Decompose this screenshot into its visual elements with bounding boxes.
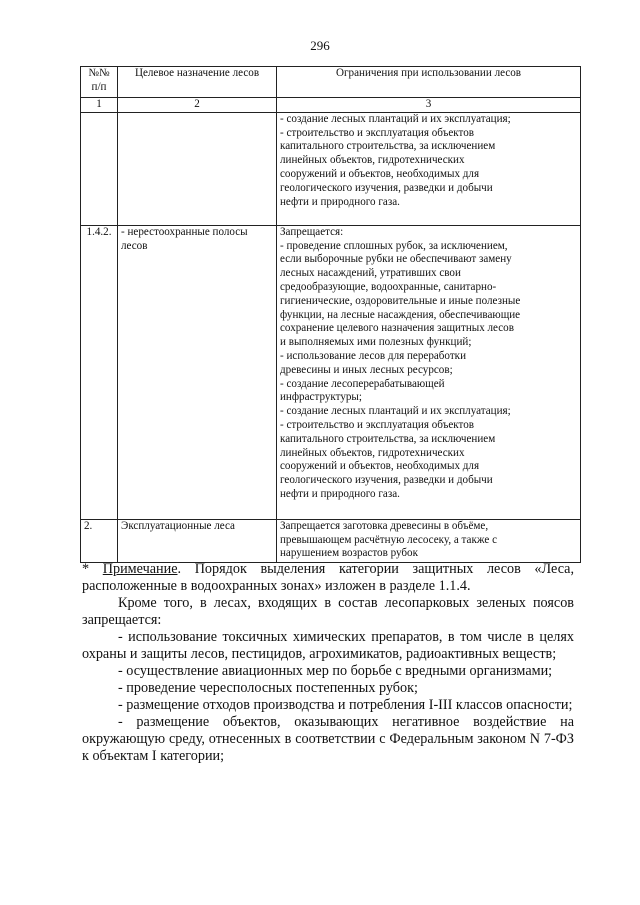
header-number: №№ п/п: [81, 67, 118, 98]
row-purpose: Эксплуатационные леса: [118, 519, 277, 562]
restriction-line: линейных объектов, гидротехнических: [280, 446, 465, 459]
restriction-line: средообразующие, водоохранные, санитарно-: [280, 280, 497, 293]
restriction-line: Запрещается заготовка древесины в объёме,: [280, 519, 489, 532]
row-purpose: [118, 112, 277, 225]
restriction-line: геологического изучения, разведки и добычи: [280, 474, 493, 487]
restriction-line: - использование лесов для переработки: [280, 349, 467, 362]
restriction-line: гигиенические, оздоровительные и иные полезные: [280, 294, 521, 307]
restriction-line: капитального строительства, за исключением: [280, 140, 496, 153]
restriction-line: сохранение целевого назначения защитных лесов: [280, 322, 514, 335]
restriction-line: - создание лесных плантаций и их эксплуатация;: [280, 405, 511, 418]
footnote-marker: *: [82, 561, 90, 577]
restriction-line: линейных объектов, гидротехнических: [280, 154, 465, 167]
restriction-line: сооружений и объектов, необходимых для: [280, 167, 480, 180]
restriction-line: нарушением возрастов рубок: [280, 547, 418, 560]
paragraph: - осуществление авиационных мер по борьбе с вредными организмами;: [118, 663, 553, 679]
footnote-label: Примечание: [102, 561, 178, 577]
header-restrictions: Ограничения при использовании лесов: [277, 67, 581, 98]
row-restrictions: [277, 225, 581, 519]
paragraph: - проведение чересполосных постепенных рубок;: [118, 680, 418, 696]
body-text: [82, 561, 574, 765]
restriction-line: геологического изучения, разведки и добычи: [280, 181, 493, 194]
restriction-line: функции, на лесные насаждения, обеспечивающие: [280, 308, 521, 321]
row-restrictions: [277, 519, 581, 562]
row-number: 2.: [81, 519, 118, 562]
restriction-line: если выборочные рубки не обеспечивают замену: [280, 253, 512, 266]
table-header-row: [81, 67, 581, 98]
row-number: 1.4.2.: [81, 225, 118, 519]
restriction-line: - проведение сплошных рубок, за исключением,: [280, 239, 508, 252]
header-purpose: Целевое назначение лесов: [118, 67, 277, 98]
row-number: [81, 112, 118, 225]
restriction-line: нефти и природного газа.: [280, 195, 400, 208]
restriction-line: нефти и природного газа.: [280, 487, 400, 500]
paragraph: Кроме того, в лесах, входящих в состав лесопарковых зеленых поясов запрещается:: [82, 595, 574, 628]
table-row: [81, 112, 581, 225]
restriction-line: капитального строительства, за исключением: [280, 432, 496, 445]
paragraph: - размещение отходов производства и потребления I-III классов опасности;: [118, 697, 573, 713]
footnote-text: . Порядок выделения категории защитных лесов «Леса, расположенные в водоохранных зонах» изложен в разделе 1.1.4.: [82, 561, 575, 594]
restriction-line: - создание лесных плантаций и их эксплуатация;: [280, 112, 511, 125]
row-purpose: - нерестоохранные полосы лесов: [118, 225, 277, 519]
column-number: 2: [118, 98, 277, 113]
page-number: 296: [310, 38, 330, 53]
restriction-line: Запрещается:: [280, 225, 344, 238]
paragraph: - использование токсичных химических препаратов, в том числе в целях охраны и защиты лесов, пестицидов, агрохимикатов, радиоактивных веществ;: [82, 629, 574, 662]
column-number-row: [81, 98, 581, 113]
restriction-line: - строительство и эксплуатация объектов: [280, 418, 475, 431]
restriction-line: - создание лесоперерабатывающей: [280, 377, 445, 390]
restriction-line: - строительство и эксплуатация объектов: [280, 126, 475, 139]
restriction-line: инфраструктуры;: [280, 391, 362, 404]
restrictions-table: [80, 66, 581, 563]
footnote: [82, 561, 574, 595]
row-restrictions: [277, 112, 581, 225]
table-row: [81, 519, 581, 562]
restriction-line: лесных насаждений, утративших свои: [280, 267, 461, 280]
restriction-line: сооружений и объектов, необходимых для: [280, 460, 480, 473]
restriction-line: и выполняемых ими полезных функций;: [280, 336, 472, 349]
paragraph: - размещение объектов, оказывающих негативное воздействие на окружающую среду, отнесенных в соответствии с Федеральным законом N 7-ФЗ к объектам I категории;: [82, 714, 574, 764]
restriction-line: превышающем расчётную лесосеку, а также с: [280, 533, 497, 546]
column-number: 3: [277, 98, 581, 113]
table-row: [81, 225, 581, 519]
restriction-line: древесины и иных лесных ресурсов;: [280, 363, 453, 376]
column-number: 1: [81, 98, 118, 113]
